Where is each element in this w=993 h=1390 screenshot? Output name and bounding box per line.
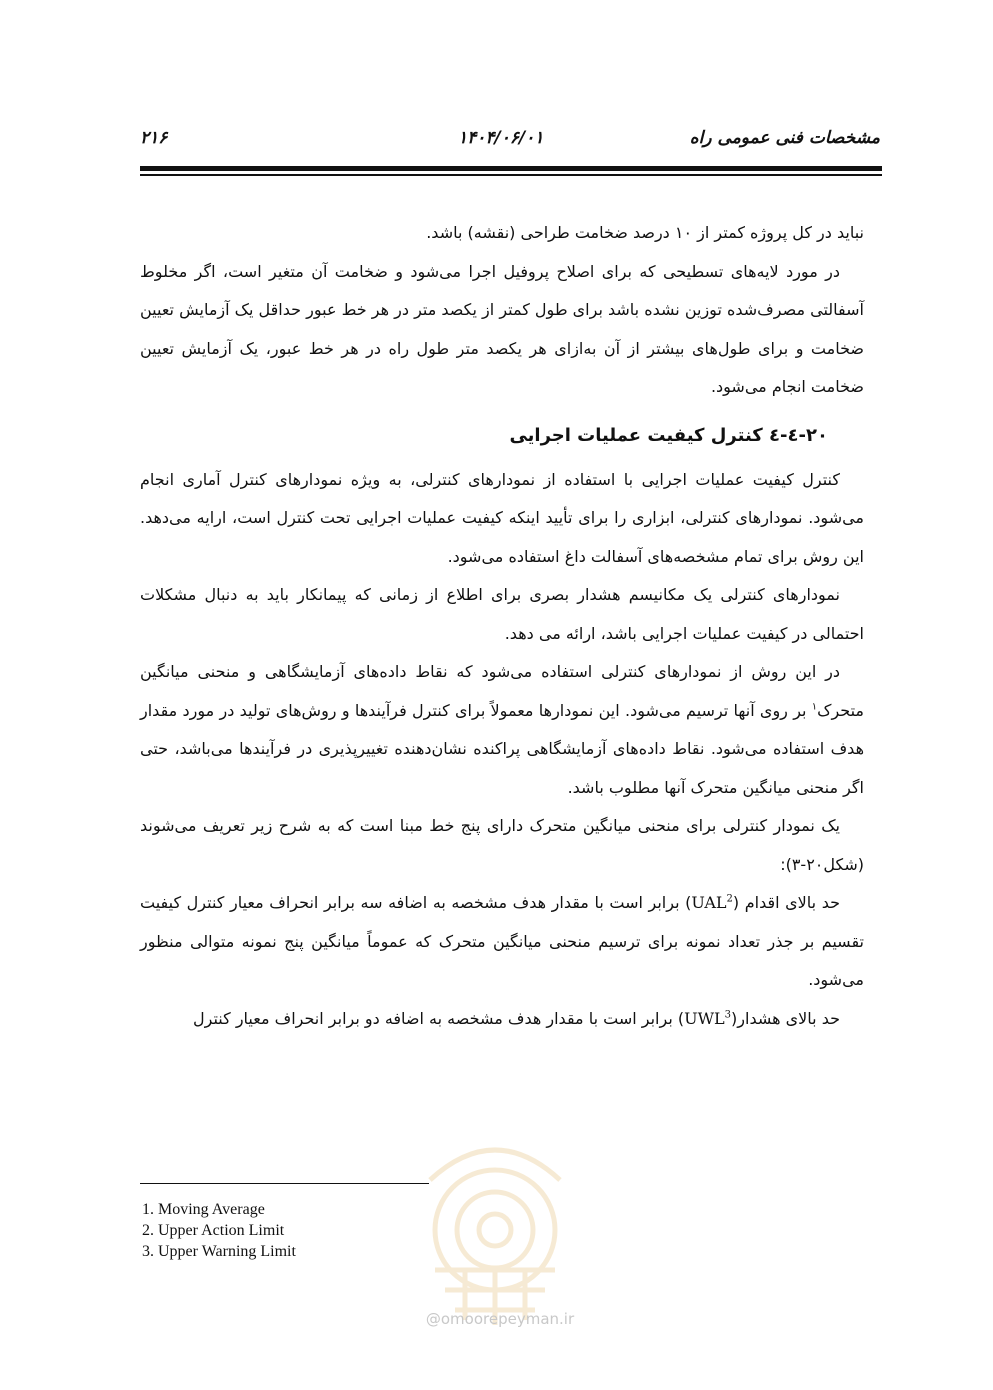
paragraph-5-start: در این روش از نمودارهای کنترلی استفاده می‌شود که نقاط داده‌های آزمایشگاهی و منحنی میانگین متحرک bbox=[140, 662, 864, 720]
ual-text: UAL bbox=[691, 893, 727, 912]
paragraph-8-start: حد بالای هشدار( bbox=[731, 1008, 840, 1028]
page-number: ۲۱۶ bbox=[140, 128, 168, 148]
paragraph-8-end: ) برابر است با مقدار هدف مشخصه به اضافه دو برابر انحراف معیار کنترل bbox=[193, 1008, 685, 1028]
footnote-ref-3: 3 bbox=[724, 1009, 732, 1021]
paragraph-6: یک نمودار کنترلی برای منحنی میانگین متحرک دارای پنج خط مبنا است که به شرح زیر تعریف می‌شوند (شکل۲۰-۳): bbox=[140, 816, 864, 874]
paragraph-5-end: بر روی آنها ترسیم می‌شود. این نمودارها معمولاً برای کنترل فرآیندها و روش‌های تولید در مورد مقدار هدف استفاده می‌شود. نقاط داده‌های آزمایشگاهی پراکنده نشان‌دهنده تغییرپذیری در فرآیندها می‌باشد، حتی اگر منحنی میانگین متحرک آنها مطلوب باشد. bbox=[140, 700, 864, 797]
paragraph-7 bbox=[140, 884, 864, 1000]
ual-abbreviation bbox=[691, 893, 733, 912]
footnote-3: 3. Upper Warning Limit bbox=[142, 1243, 296, 1260]
paragraph-4: نمودارهای کنترلی یک مکانیسم هشدار بصری برای اطلاع از زمانی که پیمانکار باید به دنبال مشکلات احتمالی در کیفیت عملیات اجرایی باشد، ارائه می دهد. bbox=[140, 585, 864, 643]
page-body bbox=[140, 214, 864, 1038]
paragraph-8 bbox=[140, 1000, 864, 1039]
uwl-abbreviation bbox=[684, 1009, 731, 1028]
paragraph-1: نباید در کل پروژه کمتر از ۱۰ درصد ضخامت طراحی (نقشه) باشد. bbox=[426, 223, 864, 242]
footnotes bbox=[142, 1199, 296, 1262]
paragraph-5 bbox=[140, 653, 864, 807]
watermark-url: @omoorepeyman.ir bbox=[425, 1310, 575, 1328]
header-date: ۱۴۰۴/۰۶/۰۱ bbox=[458, 128, 544, 148]
header-title: مشخصات فنی عمومی راه bbox=[689, 128, 880, 148]
footnote-2: 2. Upper Action Limit bbox=[142, 1222, 285, 1239]
footnote-1: 1. Moving Average bbox=[142, 1201, 265, 1218]
header-rule-thin bbox=[140, 174, 882, 176]
section-heading: ۲۰-٤-٤ کنترل کیفیت عملیات اجرایی bbox=[509, 424, 828, 446]
header-rule-thick bbox=[140, 166, 882, 171]
paragraph-7-end: ) برابر است با مقدار هدف مشخصه به اضافه سه برابر انحراف معیار کنترل کیفیت تقسیم بر جذر تعداد نمونه برای ترسیم منحنی میانگین متحرک که عموماً میانگین پنج نمونه متوالی منظور می‌شود. bbox=[140, 893, 864, 989]
footnote-ref-1: ۱ bbox=[811, 701, 818, 713]
paragraph-3: کنترل کیفیت عملیات اجرایی با استفاده از نمودارهای کنترلی، به ویژه نمودارهای کنترل آماری انجام می‌شود. نمودارهای کنترلی، ابزاری را برای تأیید اینکه کیفیت عملیات اجرایی تحت کنترل است، ارایه می‌دهد. این روش برای تمام مشخصه‌های آسفالت داغ استفاده می‌شود. bbox=[140, 469, 864, 566]
paragraph-2: در مورد لایه‌های تسطیحی که برای اصلاح پروفیل اجرا می‌شود و ضخامت آن متغیر است، اگر مخلوط آسفالتی مصرف‌شده توزین نشده باشد برای طول کمتر از یکصد متر در هر خط عبور حداقل یک آزمایش تعیین ضخامت و برای طول‌های بیشتر از آن به‌ازای هر یکصد متر طول راه در هر خط عبور، یک آزمایش تعیین ضخامت انجام می‌شود. bbox=[140, 261, 864, 396]
uwl-text: UWL bbox=[684, 1008, 725, 1028]
footnote-ref-2: 2 bbox=[726, 893, 733, 905]
footnote-rule bbox=[140, 1183, 429, 1184]
paragraph-7-start: حد بالای اقدام ( bbox=[732, 893, 841, 912]
page-header bbox=[140, 128, 880, 158]
